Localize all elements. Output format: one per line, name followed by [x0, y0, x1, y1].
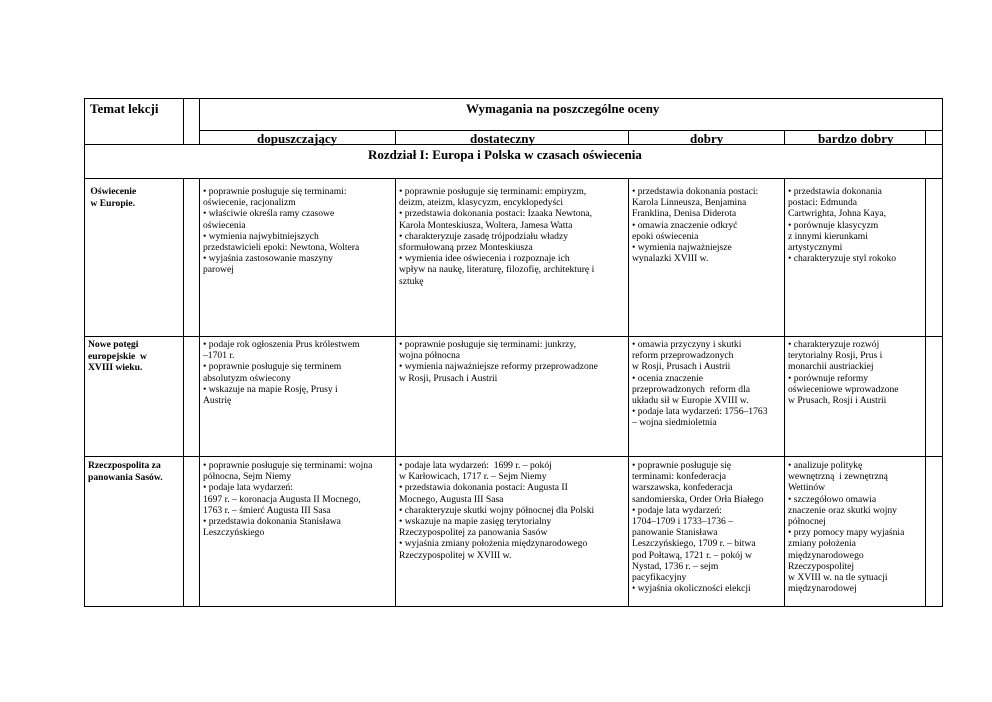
col-line — [84, 98, 85, 144]
requirement-cell-dostateczny: • podaje lata wydarzeń: 1699 r. – pokój w Karłowicach, 1717 r. – Sejm Niemy • przedstawia dokonania postaci: Augusta II Mocnego, Augusta III Sasa • charakteryzuje skutki wojny północnej dla Polski • wskazuje na mapie zasięg terytorialny Rzeczypospolitej za panowania Sasów • wyjaśnia zmiany położenia międzynarodowego Rzeczypospolitej w XVIII w. — [399, 460, 595, 561]
requirement-cell-dostateczny: • poprawnie posługuje się terminami: junkrzy, wojna północna • wymienia najważniejsze reformy przeprowadzone w Rosji, Prusach i Austrii — [399, 339, 598, 384]
requirement-cell-dobry: • omawia przyczyny i skutki reform przeprowadzonych w Rosji, Prusach i Austrii • ocenia znaczenie przeprowadzonych reform dla układu sił w Europie XVIII w. • podaje lata wydarzeń: 1756–1763 – wojna siedmioletnia — [632, 339, 768, 429]
col-line — [84, 144, 85, 178]
col-line — [183, 178, 184, 606]
col-line — [925, 130, 926, 144]
requirements-header: Wymagania na poszczególne oceny — [466, 101, 660, 116]
grade-header-bardzo-dobry: bardzo dobry — [818, 131, 894, 146]
table-border-bottom — [84, 606, 943, 607]
grade-header-dopuszczajacy: dopuszczający — [257, 131, 338, 146]
col-line — [199, 98, 200, 144]
col-line — [925, 178, 926, 606]
grade-header-dobry: dobry — [690, 131, 724, 146]
col-line — [784, 178, 785, 606]
col-line — [628, 178, 629, 606]
col-line — [84, 178, 85, 606]
col-line — [942, 98, 943, 144]
lesson-topic: Rzeczpospolita za panowania Sasów. — [88, 460, 163, 483]
requirement-cell-dobry: • poprawnie posługuje się terminami: konfederacja warszawska, konfederacja sandomierska, Order Orła Białego • podaje lata wydarzeń: 1704–1709 i 1733–1736 – panowanie Stanisława Leszczyńskiego, 1709 r. – bitwa pod Połtawą, 1721 r. – pokój w Nystad, 1736 r. – sejm pacyfikacyjny • wyjaśnia okoliczności elekcji — [632, 460, 764, 595]
grade-header-dostateczny: dostateczny — [470, 131, 535, 146]
col-line — [628, 130, 629, 144]
col-line — [199, 178, 200, 606]
col-line — [183, 98, 184, 144]
col-line — [942, 144, 943, 178]
chapter-row-bottom — [84, 178, 943, 179]
col-line — [395, 130, 396, 144]
requirement-cell-bardzo-dobry: • charakteryzuje rozwój terytorialny Rosji, Prus i monarchii austriackiej • porównuje reformy oświeceniowe wprowadzone w Prusach, Rosji i Austrii — [788, 339, 899, 407]
lesson-topic: Oświecenie w Europie. — [90, 186, 137, 209]
col-line — [395, 178, 396, 606]
requirement-cell-dopuszczajacy: • podaje rok ogłoszenia Prus królestwem –1701 r. • poprawnie posługuje się terminem absolutyzm oświecony • wskazuje na mapie Rosję, Prusy i Austrię — [203, 339, 360, 407]
col-line — [784, 130, 785, 144]
requirement-cell-bardzo-dobry: • analizuje politykę wewnętrzną i zewnętrzną Wettinów • szczegółowo omawia znaczenie oraz skutki wojny północnej • przy pomocy mapy wyjaśnia zmiany położenia międzynarodowego Rzeczypospolitej w XVIII w. na tle sytuacji międzynarodowej — [788, 460, 905, 595]
requirement-cell-bardzo-dobry: • przedstawia dokonania postaci: Edmunda Cartwrighta, Johna Kaya, • porównuje klasycyzm z innymi kierunkami artystycznymi • charakteryzuje styl rokoko — [788, 186, 897, 265]
lesson-topic: Nowe potęgi europejskie w XVIII wieku. — [88, 339, 147, 374]
requirement-cell-dobry: • przedstawia dokonania postaci: Karola Linneusza, Benjamina Franklina, Denisa Diderota • omawia znaczenie odkryć epoki oświecenia • wymienia najważniejsze wynalazki XVIII w. — [632, 186, 759, 265]
row-divider-1 — [84, 336, 943, 337]
topic-column-header: Temat lekcji — [90, 101, 159, 116]
chapter-title: Rozdział I: Europa i Polska w czasach oświecenia — [368, 147, 642, 162]
table-border-top — [84, 98, 943, 99]
requirement-cell-dopuszczajacy: • poprawnie posługuje się terminami: wojna północna, Sejm Niemy • podaje lata wydarzeń: 1697 r. – koronacja Augusta II Mocnego, 1763 r. – śmierć Augusta III Sasa • przedstawia dokonania Stanisława Leszczyńskiego — [203, 460, 373, 539]
requirement-cell-dopuszczajacy: • poprawnie posługuje się terminami: oświecenie, racjonalizm • właściwie określa ramy czasowe oświecenia • wymienia najwybitniejszych przedstawicieli epoki: Newtona, Woltera • wyjaśnia zastosowanie maszyny parowej — [203, 186, 360, 276]
row-divider-2 — [84, 456, 943, 457]
col-line — [942, 178, 943, 606]
requirement-cell-dostateczny: • poprawnie posługuje się terminami: empiryzm, deizm, ateizm, klasycyzm, encyklopedyści • przedstawia dokonania postaci: Izaaka Newtona, Karola Monteskiusza, Woltera, Jamesa Watta • charakteryzuje zasadę trójpodziału władzy sformułowaną przez Monteskiusza • wymienia idee oświecenia i rozpoznaje ich wpływ na naukę, literaturę, filozofię, architekturę i sztukę — [399, 186, 595, 287]
